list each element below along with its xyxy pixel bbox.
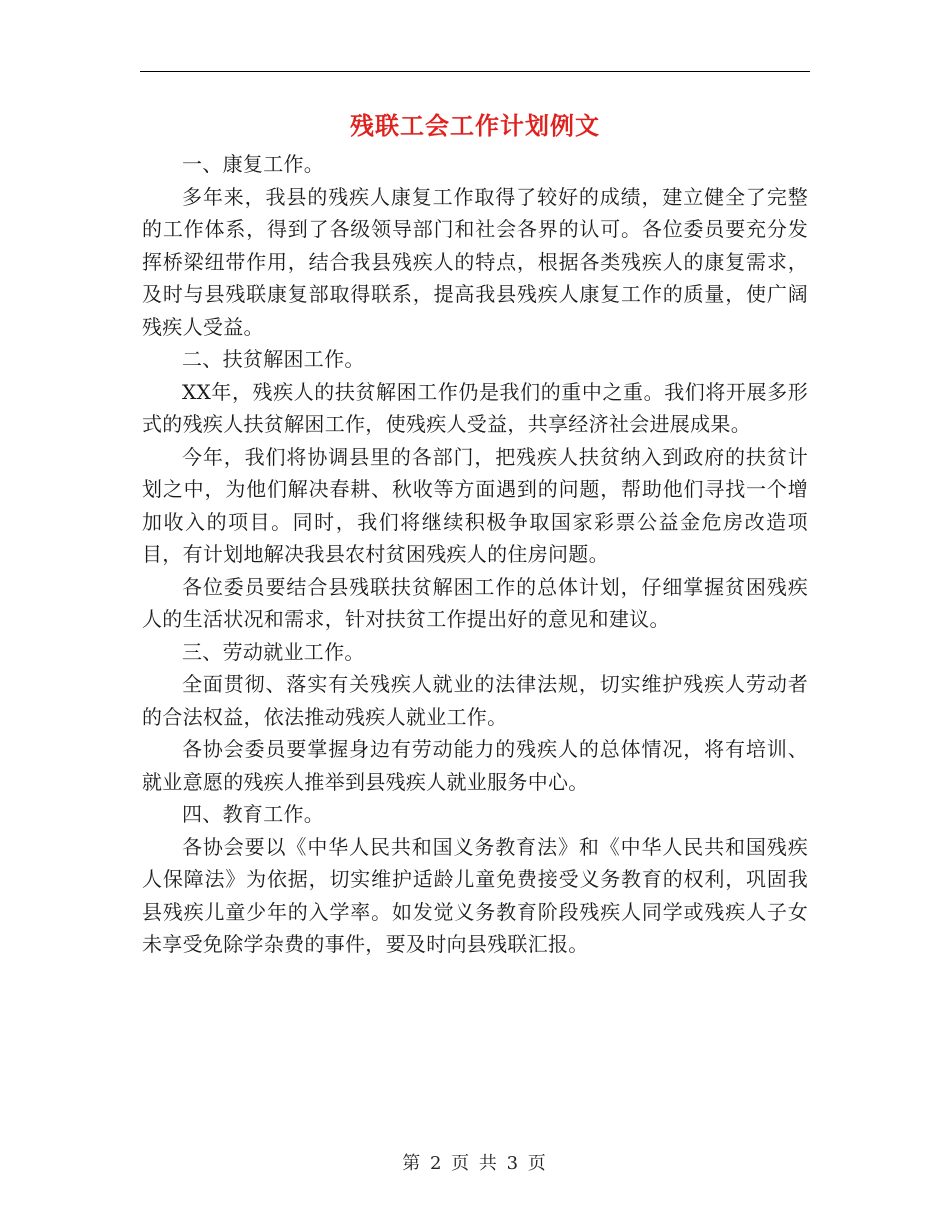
document-body [142,148,808,961]
paragraph-education: 各协会要以《中华人民共和国义务教育法》和《中华人民共和国残疾人保障法》为依据，切实维护适龄儿童免费接受义务教育的权利，巩固我县残疾儿童少年的入学率。如发觉义务教育阶段残疾人同学或残疾人子女未享受免除学杂费的事件，要及时向县残联汇报。 [142,834,808,956]
section-heading-education: 四、教育工作。 [182,802,325,826]
page-number: 第 2 页 共 3 页 [402,1153,548,1174]
paragraph-poverty-relief-3: 各位委员要结合县残联扶贫解困工作的总体计划，仔细掌握贫困残疾人的生活状况和需求，针对扶贫工作提出好的意见和建议。 [142,574,808,631]
section-heading-employment: 三、劳动就业工作。 [182,639,365,664]
paragraph-employment-1: 全面贯彻、落实有关残疾人就业的法律法规，切实维护残疾人劳动者的合法权益，依法推动残疾人就业工作。 [142,672,808,729]
paragraph-poverty-relief-1: XX年，残疾人的扶贫解困工作仍是我们的重中之重。我们将开展多形式的残疾人扶贫解困工作，使残疾人受益，共享经济社会进展成果。 [142,379,808,436]
section-heading-rehabilitation: 一、康复工作。 [182,152,325,176]
section-heading-poverty-relief: 二、扶贫解困工作。 [182,347,365,371]
document-title: 残联工会工作计划例文 [350,111,600,140]
paragraph-employment-2: 各协会委员要掌握身边有劳动能力的残疾人的总体情况，将有培训、就业意愿的残疾人推举到县残疾人就业服务中心。 [142,737,808,794]
paragraph-poverty-relief-2: 今年，我们将协调县里的各部门，把残疾人扶贫纳入到政府的扶贫计划之中，为他们解决春耕、秋收等方面遇到的问题，帮助他们寻找一个增加收入的项目。同时，我们将继续积极争取国家彩票公益金危房改造项目，有计划地解决我县农村贫困残疾人的住房问题。 [142,444,808,566]
paragraph-rehabilitation: 多年来，我县的残疾人康复工作取得了较好的成绩，建立健全了完整的工作体系，得到了各级领导部门和社会各界的认可。各位委员要充分发挥桥梁纽带作用，结合我县残疾人的特点，根据各类残疾人的康复需求，及时与县残联康复部取得联系，提高我县残疾人康复工作的质量，使广阔残疾人受益。 [142,184,808,339]
header-rule [140,71,810,72]
